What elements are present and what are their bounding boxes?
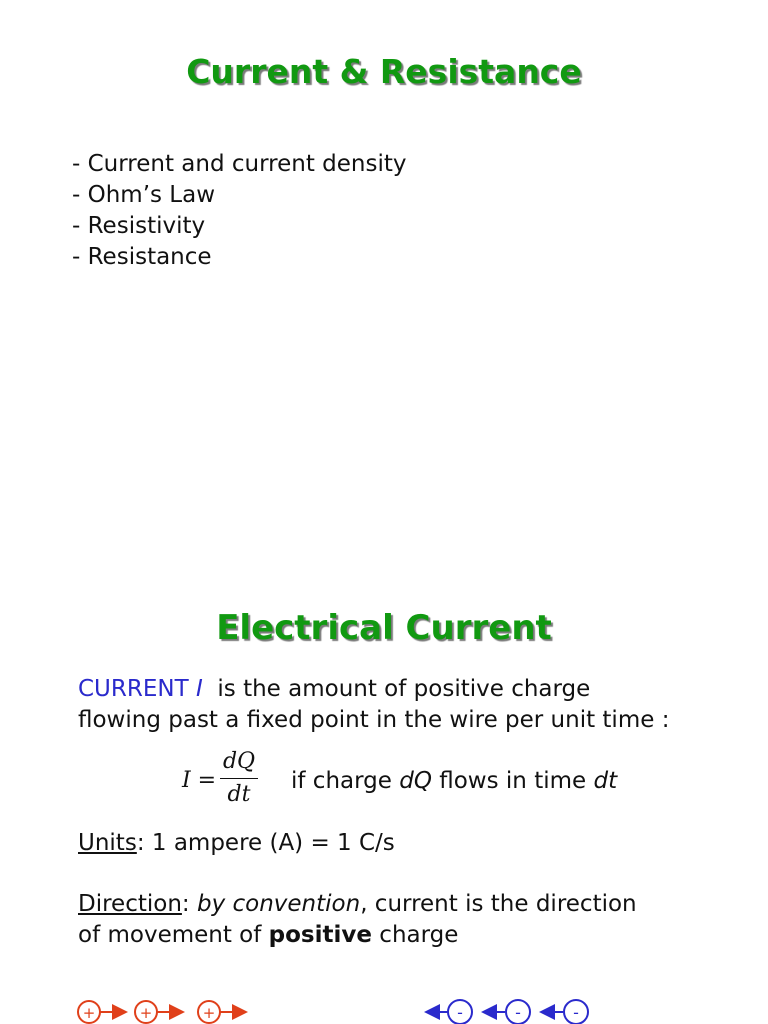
definition-line2: flowing past a fixed point in the wire per unit time : bbox=[78, 707, 670, 733]
equation-lhs: I = bbox=[182, 768, 217, 793]
topic-list bbox=[72, 149, 407, 273]
topic-item: - Resistivity bbox=[72, 213, 206, 239]
positive-charge-icon bbox=[135, 1001, 181, 1023]
svg-text:+: + bbox=[202, 1004, 216, 1022]
current-symbol: I bbox=[195, 676, 203, 702]
svg-text:-: - bbox=[457, 1003, 463, 1022]
fraction-bar bbox=[220, 778, 258, 779]
slide-title-current-resistance: Current & Resistance bbox=[186, 52, 582, 91]
charge-flow-diagram bbox=[0, 990, 768, 1024]
current-definition bbox=[78, 674, 669, 736]
definition-line1: is the amount of positive charge bbox=[217, 676, 591, 702]
units-label: Units bbox=[78, 830, 137, 856]
current-term: CURRENT I bbox=[78, 676, 203, 702]
direction-paragraph: Direction: by convention, current is the direction of movement of positive charge bbox=[78, 891, 637, 948]
positive-charges bbox=[78, 1001, 244, 1023]
negative-charge-icon bbox=[428, 1000, 472, 1024]
topic-item: - Resistance bbox=[72, 244, 212, 270]
topic-item: - Current and current density bbox=[72, 151, 407, 177]
svg-text:+: + bbox=[139, 1004, 153, 1022]
negative-charge-icon bbox=[543, 1000, 588, 1024]
topic-item: - Ohm’s Law bbox=[72, 182, 216, 208]
equation-denominator: dt bbox=[227, 782, 251, 807]
slide-title-electrical-current: Electrical Current bbox=[216, 608, 552, 648]
svg-text:-: - bbox=[515, 1003, 521, 1022]
svg-text:-: - bbox=[573, 1003, 579, 1022]
negative-charges bbox=[428, 1000, 588, 1024]
direction-label: Direction bbox=[78, 891, 182, 917]
equation-numerator: dQ bbox=[222, 749, 256, 774]
positive-charge-icon bbox=[78, 1001, 124, 1023]
equation-fraction bbox=[220, 748, 258, 809]
equation-note: if charge dQ flows in time dt bbox=[291, 768, 618, 794]
negative-charge-icon bbox=[485, 1000, 530, 1024]
svg-text:+: + bbox=[82, 1004, 96, 1022]
units-line: Units: 1 ampere (A) = 1 C/s bbox=[78, 830, 395, 856]
positive-charge-icon bbox=[198, 1001, 244, 1023]
